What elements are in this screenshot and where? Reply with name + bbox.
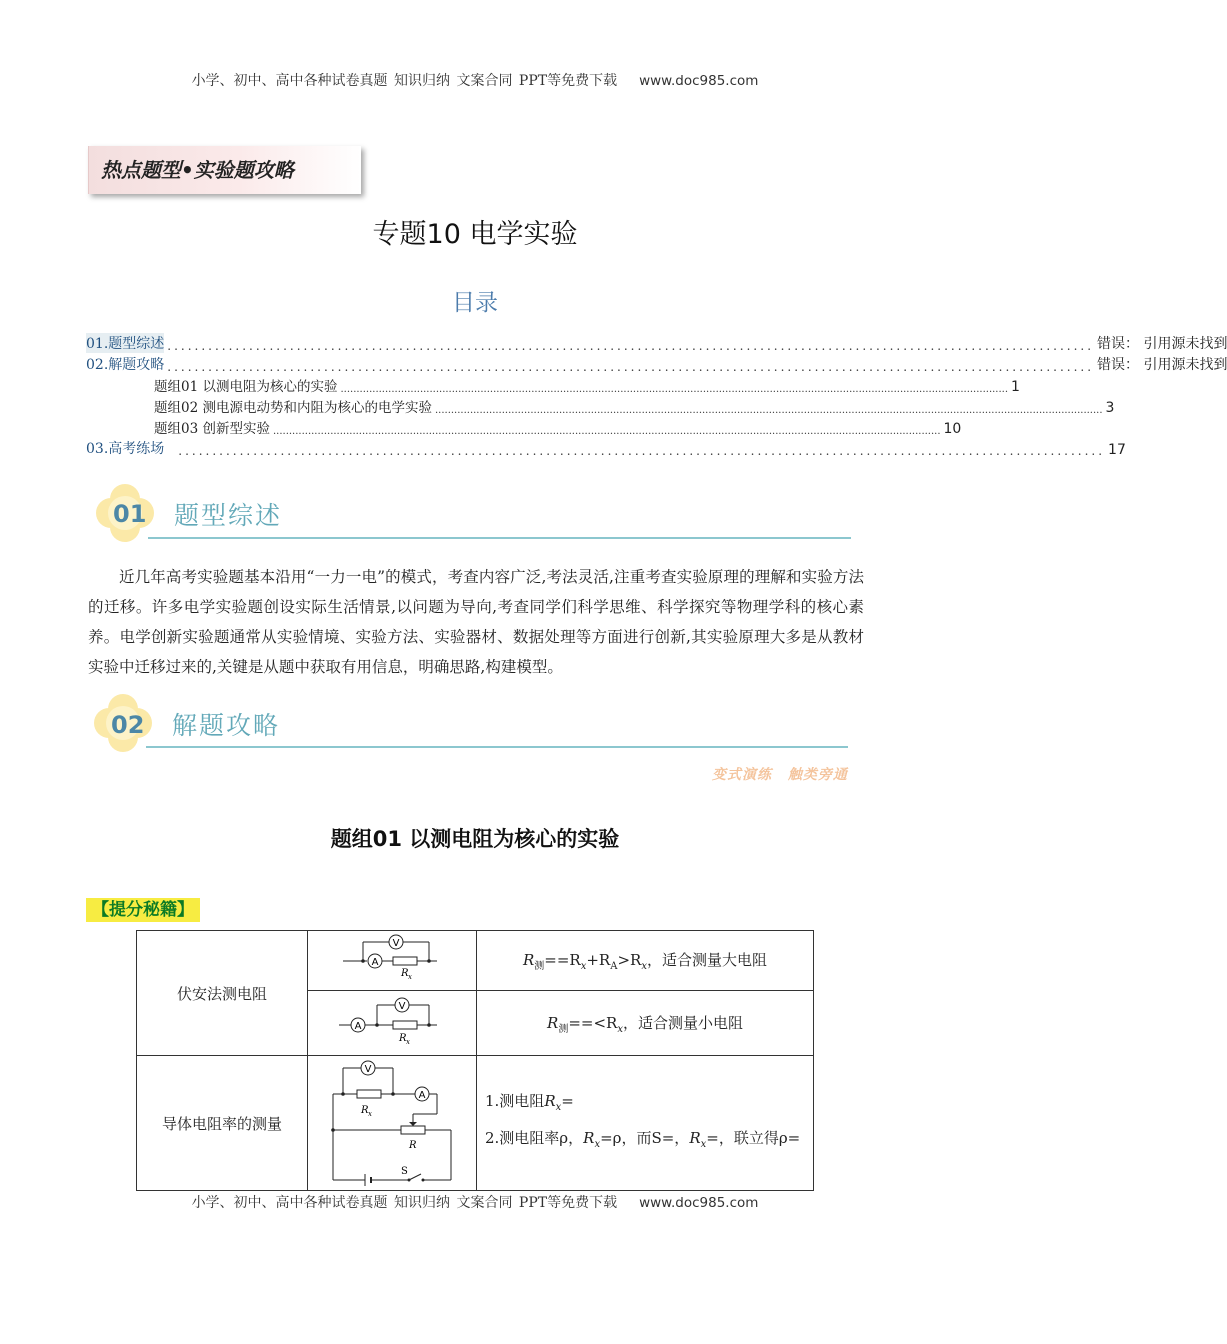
footer-site[interactable]: www.doc985.com (639, 1195, 759, 1211)
header-site[interactable]: www.doc985.com (639, 73, 759, 89)
voltmeter-label: V (364, 1064, 372, 1075)
toc-item-page: 10 (943, 421, 962, 437)
toc-item-page: 错误： 引用源未找到 (1097, 357, 1227, 373)
tagline: 变式演练 触类旁通 (712, 767, 848, 783)
toc-leader: .................................................................................................................................................................................................................. (340, 384, 1009, 395)
toc-item-label: 题组03 创新型实验 (154, 421, 270, 437)
toc-item-page: 错误： 引用源未找到 (1097, 336, 1227, 352)
banner-text: 热点题型•实验题攻略 (101, 158, 294, 182)
toc-item-label: 题组02 测电源电动势和内阻为核心的电学实验 (154, 400, 432, 416)
section-divider (148, 537, 851, 539)
toc-item-label: 题组01 以测电阻为核心的实验 (154, 379, 338, 395)
rheostat-label: R (409, 1140, 417, 1151)
rx-label: R (401, 968, 409, 979)
toc-item[interactable] (86, 438, 1126, 458)
section-title: 题型综述 (174, 501, 283, 530)
voltmeter-label: V (392, 938, 400, 949)
row-label: 导体电阻率的测量 (137, 1056, 308, 1191)
toc-item-label: 03.高考练场 (86, 441, 165, 457)
rx-label: R (361, 1105, 369, 1116)
toc-item-label: 02.解题攻略 (86, 357, 165, 373)
header-text: 小学、初中、高中各种试卷真题 知识归纳 文案合同 PPT等免费下载 (191, 73, 618, 89)
formula-line: 1.测电阻$R_x=$ (485, 1092, 574, 1113)
tips-table (136, 930, 814, 1191)
slider-arrow-icon (409, 1122, 417, 1126)
footer-text: 小学、初中、高中各种试卷真题 知识归纳 文案合同 PPT等免费下载 (191, 1195, 618, 1211)
circuit-cell (308, 991, 477, 1056)
page-title: 专题10 电学实验 (372, 219, 578, 250)
formula-cell (477, 1056, 814, 1191)
ammeter-label: A (354, 1021, 362, 1032)
rx-label: R (399, 1033, 407, 1044)
formula-cell: $R_测==<R_x$，适合测量小电阻 (477, 991, 814, 1056)
toc-leader: .................................................................................................................................................................................................................. (434, 405, 1103, 416)
rx-sub: x (406, 1038, 410, 1046)
row-label: 伏安法测电阻 (137, 931, 308, 1056)
group-title: 题组01 以测电阻为核心的实验 (330, 827, 620, 851)
section-divider (146, 746, 848, 748)
rx-sub: x (368, 1110, 372, 1118)
toc-item-page: 3 (1105, 400, 1115, 416)
toc-item[interactable] (154, 417, 962, 437)
section-number: 02 (111, 711, 145, 739)
rx-sub: x (408, 973, 412, 981)
toc-item[interactable] (86, 333, 1227, 353)
page-header (0, 70, 950, 90)
toc-leader: .................................................................................................................................................................................................................. (272, 426, 941, 437)
section-number: 01 (113, 500, 147, 528)
tips-label: 【提分秘籍】 (86, 898, 200, 922)
toc-item-label: 01.题型综述 (86, 333, 164, 353)
ammeter-label: A (371, 957, 379, 968)
circuit-resistivity-icon (309, 1056, 475, 1186)
toc-leader: ........................................................................................................................................ (178, 444, 1106, 458)
toc-item-page: 1 (1011, 379, 1020, 395)
voltmeter-label: V (398, 1001, 406, 1012)
circuit-cell (308, 1056, 477, 1191)
toc-leader: ........................................................................................................................................ (167, 360, 1095, 374)
formula-cell: $R_测==R_x+R_A>R_x$，适合测量大电阻 (477, 931, 814, 991)
formula-line: 2.测电阻率ρ，$R_x=\rho$，而S=，$R_x=$，联立得ρ= (485, 1129, 801, 1150)
toc-item-page: 17 (1108, 442, 1126, 458)
circuit-cell (308, 931, 477, 991)
toc-heading: 目录 (452, 290, 498, 316)
intro-paragraph: 近几年高考实验题基本沿用“一力一电”的模式，考查内容广泛,考法灵活,注重考查实验原理的理解和实验方法的迁移。许多电学实验题创设实际生活情景,以问题为导向,考查同学们科学思维、科学探究等物理学科的核心素养。电学创新实验题通常从实验情境、实验方法、实验器材、数据处理等方面进行创新,其实验原理大多是从教材实验中迁移过来的,关键是从题中获取有用信息，明确思路,构建模型。 (88, 568, 864, 676)
section-title: 解题攻略 (172, 711, 281, 740)
toc-item[interactable] (154, 396, 1115, 416)
circuit-external-ammeter-icon (309, 931, 475, 986)
circuit-internal-ammeter-icon (309, 991, 475, 1051)
switch-label: S (401, 1166, 408, 1177)
toc-item[interactable] (86, 354, 1227, 374)
toc-item[interactable] (154, 375, 1020, 395)
ammeter-label: A (418, 1090, 426, 1101)
category-banner (88, 146, 361, 194)
page-footer (0, 1192, 950, 1212)
toc-leader: ........................................................................................................................................ (167, 339, 1095, 353)
